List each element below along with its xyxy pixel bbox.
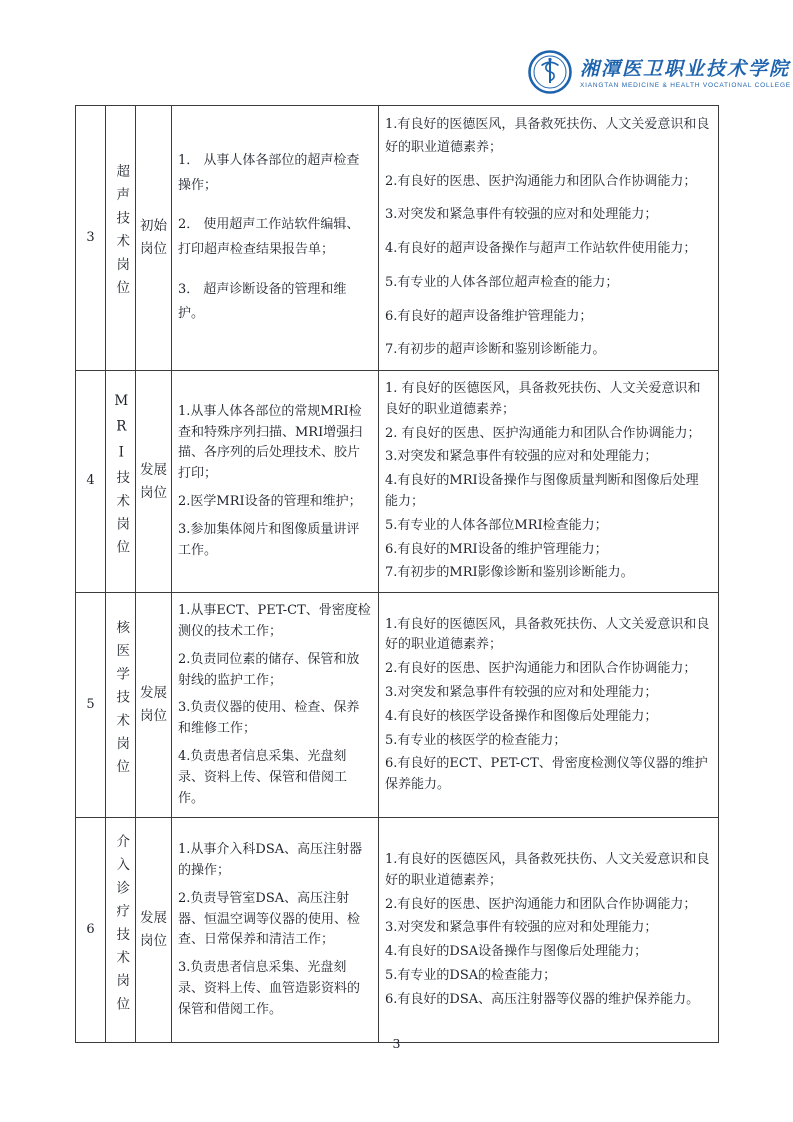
duty-item: 1． 从事人体各部位的超声检查操作； — [178, 152, 360, 193]
stage-cell — [136, 371, 172, 593]
requirement-item: 6.有良好的超声设备维护管理能力； — [385, 308, 593, 324]
duty-item: 1.从事ECT、PET-CT、骨密度检测仪的技术工作； — [178, 603, 371, 639]
duty-item: 2． 使用超声工作站软件编辑、打印超声检查结果报告单； — [178, 217, 360, 257]
duties-cell — [172, 818, 379, 1043]
requirement-item: 3.对突发和紧急事件有较强的应对和处理能力； — [385, 449, 658, 465]
table-row — [76, 106, 719, 371]
requirement-item: 6.有良好的DSA、高压注射器等仪器的维护保养能力。 — [385, 991, 700, 1007]
row-number: 3 — [76, 106, 106, 371]
requirement-item: 2.有良好的医患、医护沟通能力和团队合作协调能力； — [385, 173, 697, 189]
row-number: 5 — [76, 593, 106, 818]
college-name-cn: 湘潭医卫职业技术学院 — [580, 57, 791, 80]
table-row — [76, 818, 719, 1043]
position-name: 超声技术岗位 — [113, 164, 130, 304]
requirement-item: 4.有良好的核医学设备操作和图像后处理能力； — [385, 708, 658, 724]
stage-cell — [136, 106, 172, 371]
duties-cell — [172, 106, 379, 371]
requirements-cell — [379, 106, 719, 371]
requirement-item: 6.有良好的MRI设备的维护管理能力； — [385, 541, 608, 557]
requirement-item: 4.有良好的MRI设备操作与图像质量判断和图像后处理能力； — [385, 473, 699, 509]
position-name-cell — [106, 106, 136, 371]
duty-item: 1.从事人体各部位的常规MRI检查和特殊序列扫描、MRI增强扫描、各序列的后处理技术、胶片打印； — [178, 403, 363, 482]
requirement-item: 3.对突发和紧急事件有较强的应对和处理能力； — [385, 920, 658, 936]
duties-cell — [172, 371, 379, 593]
college-emblem-icon — [528, 50, 572, 98]
requirement-item: 4.有良好的DSA设备操作与图像后处理能力； — [385, 944, 648, 960]
stage-label: 发展岗位 — [140, 910, 167, 950]
duty-item: 4.负责患者信息采集、光盘刻录、资料上传、保管和借阅工作。 — [178, 748, 348, 806]
duty-item: 3.负责患者信息采集、光盘刻录、资料上传、血管造影资料的保管和借阅工作。 — [178, 960, 361, 1017]
requirement-item: 2.有良好的医患、医护沟通能力和团队合作协调能力； — [385, 896, 697, 912]
duty-item: 1.从事介入科DSA、高压注射器的操作； — [178, 842, 363, 878]
requirement-item: 1. 有良好的医德医风，具备救死扶伤、人文关爱意识和良好的职业道德素养； — [385, 381, 701, 417]
position-name-cell — [106, 593, 136, 818]
duty-item: 2.医学MRI设备的管理和维护； — [178, 493, 362, 509]
duty-item: 2.负责导管室DSA、高压注射器、恒温空调等仪器的使用、检查、日常保养和清洁工作； — [178, 890, 361, 948]
position-name-cell — [106, 371, 136, 593]
requirement-item: 6.有良好的ECT、PET-CT、骨密度检测仪等仪器的维护保养能力。 — [385, 756, 708, 793]
position-name: 核医学技术岗位 — [113, 620, 130, 783]
stage-cell — [136, 593, 172, 818]
position-name: MRI技术岗位 — [113, 392, 130, 563]
college-name — [580, 59, 791, 90]
college-name-en: XIANGTAN MEDICINE & HEALTH VOCATIONAL COLLEGE — [580, 82, 791, 90]
duties-cell — [172, 593, 379, 818]
requirement-item: 2. 有良好的医患、医护沟通能力和团队合作协调能力； — [385, 425, 701, 441]
college-logo — [528, 50, 791, 98]
stage-label: 发展岗位 — [140, 685, 167, 725]
page-number: 3 — [392, 1036, 401, 1051]
requirements-cell — [379, 818, 719, 1043]
requirement-item: 3.对突发和紧急事件有较强的应对和处理能力； — [385, 207, 658, 223]
requirement-item: 2.有良好的医患、医护沟通能力和团队合作协调能力； — [385, 661, 697, 677]
requirement-item: 5.有专业的人体各部位MRI检查能力； — [385, 517, 608, 533]
requirement-item: 5.有专业的核医学的检查能力； — [385, 732, 567, 748]
stage-label: 初始岗位 — [140, 218, 167, 257]
requirement-item: 4.有良好的超声设备操作与超声工作站软件使用能力； — [385, 241, 697, 256]
stage-label: 发展岗位 — [140, 461, 167, 501]
requirement-item: 3.对突发和紧急事件有较强的应对和处理能力； — [385, 684, 658, 700]
table-row — [76, 593, 719, 818]
row-number: 6 — [76, 818, 106, 1043]
requirements-cell — [379, 593, 719, 818]
stage-cell — [136, 818, 172, 1043]
duty-item: 3.负责仪器的使用、检查、保养和维修工作； — [178, 700, 360, 737]
duty-item: 3.参加集体阅片和图像质量讲评工作。 — [178, 521, 360, 558]
requirement-item: 7.有初步的MRI影像诊断和鉴别诊断能力。 — [385, 565, 634, 581]
duty-item: 3． 超声诊断设备的管理和维护。 — [178, 281, 347, 322]
requirement-item: 7.有初步的超声诊断和鉴别诊断能力。 — [385, 342, 606, 358]
position-name: 介入诊疗技术岗位 — [113, 833, 130, 1020]
row-number: 4 — [76, 371, 106, 593]
positions-table — [75, 105, 719, 1043]
requirement-item: 1.有良好的医德医风，具备救死扶伤、人文关爱意识和良好的职业道德素养； — [385, 852, 710, 888]
requirements-cell — [379, 371, 719, 593]
duty-item: 2.负责同位素的储存、保管和放射线的监护工作； — [178, 651, 360, 688]
position-name-cell — [106, 818, 136, 1043]
requirement-item: 5.有专业的DSA的检查能力； — [385, 968, 557, 984]
table-row — [76, 371, 719, 593]
requirement-item: 1.有良好的医德医风，具备救死扶伤、人文关爱意识和良好的职业道德素养； — [385, 616, 710, 653]
requirement-item: 5.有专业的人体各部位超声检查的能力； — [385, 274, 619, 290]
requirement-item: 1.有良好的医德医风，具备救死扶伤、人文关爱意识和良好的职业道德素养； — [385, 117, 710, 155]
